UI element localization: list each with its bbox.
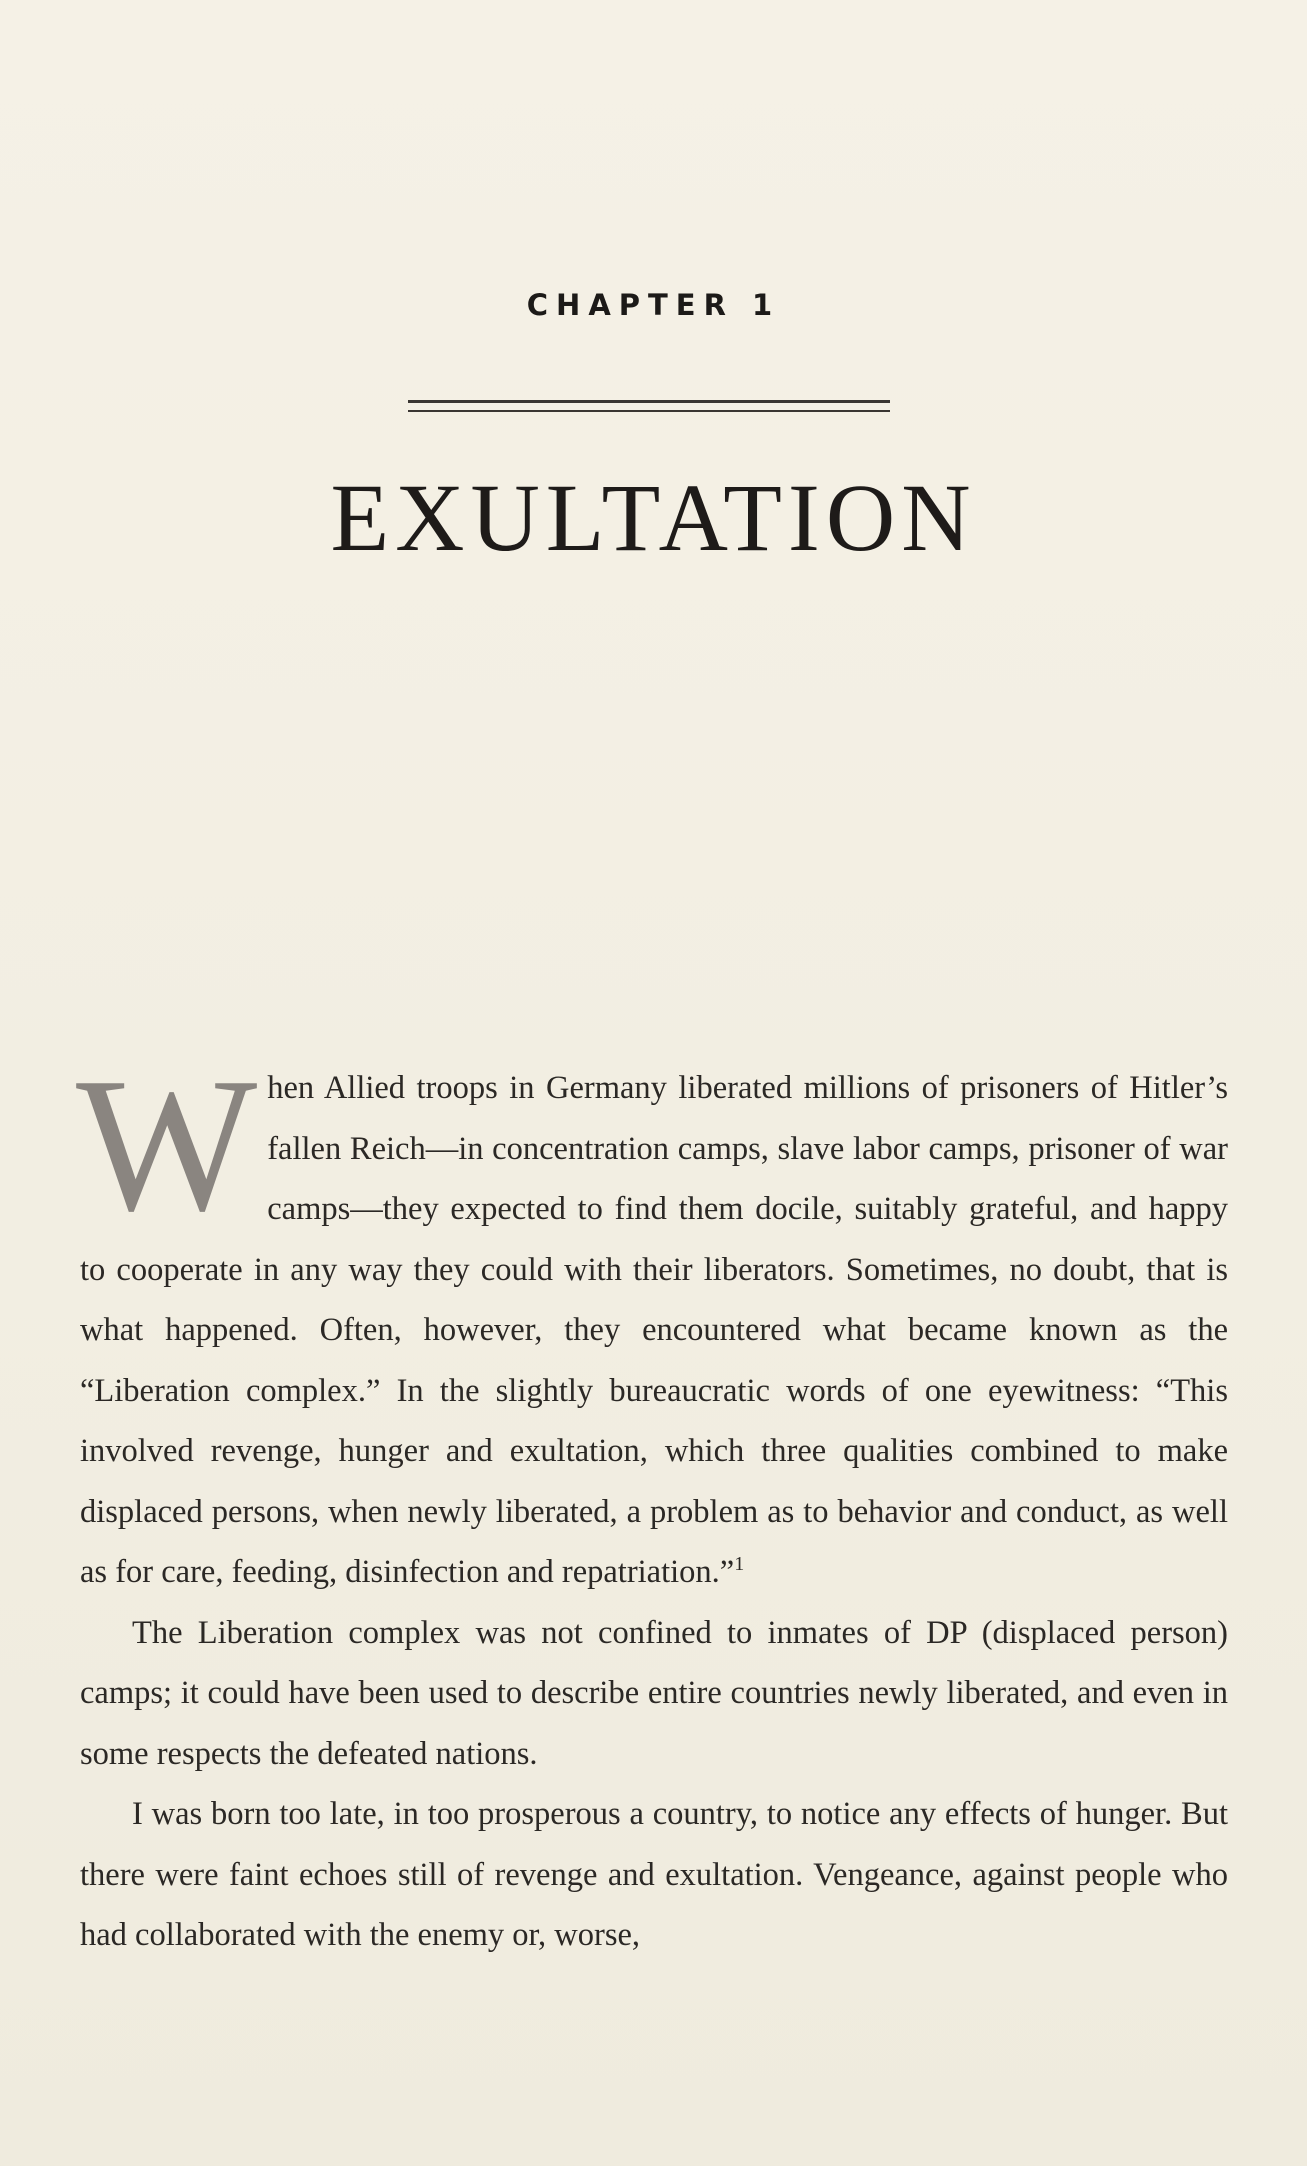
paragraph-3: I was born too late, in too prosperous a country, to notice any effects of hunger. But there were faint echoes still of revenge and exultation. Vengeance, against people who had collaborated with the enemy or, worse, xyxy=(80,1796,1228,1953)
drop-cap: W xyxy=(76,1038,258,1251)
footnote-ref: 1 xyxy=(734,1553,745,1576)
chapter-rule-bottom xyxy=(408,410,890,412)
chapter-rule-top xyxy=(408,400,890,403)
chapter-body xyxy=(76,1038,1228,1966)
chapter-title: EXULTATION xyxy=(330,464,977,571)
paragraph-2: The Liberation complex was not confined to inmates of DP (displaced person) camps; it could have been used to describe entire countries newly liberated, and even in some respects the defeated nations. xyxy=(80,1614,1228,1772)
chapter-label: CHAPTER 1 xyxy=(526,288,781,322)
paragraph-1-text: hen Allied troops in Germany liberated millions of prisoners of Hitler’s fallen Reich—in concentration camps, slave labor camps, prisoner of war camps—they expected to find them docile, suitably grateful, and happy to cooperate in any way they could with their liberators. Sometimes, no doubt, that is what happened. Often, however, they encountered what became known as the “Liberation complex.” In the slightly bureaucratic words of one eyewitness: “This involved revenge, hunger and exultation, which three qualities combined to make displaced persons, when newly liberated, a problem as to behavior and conduct, as well as for care, feeding, disinfection and repatriation.” xyxy=(80,1070,1228,1590)
paragraph-1 xyxy=(76,1038,1228,1603)
